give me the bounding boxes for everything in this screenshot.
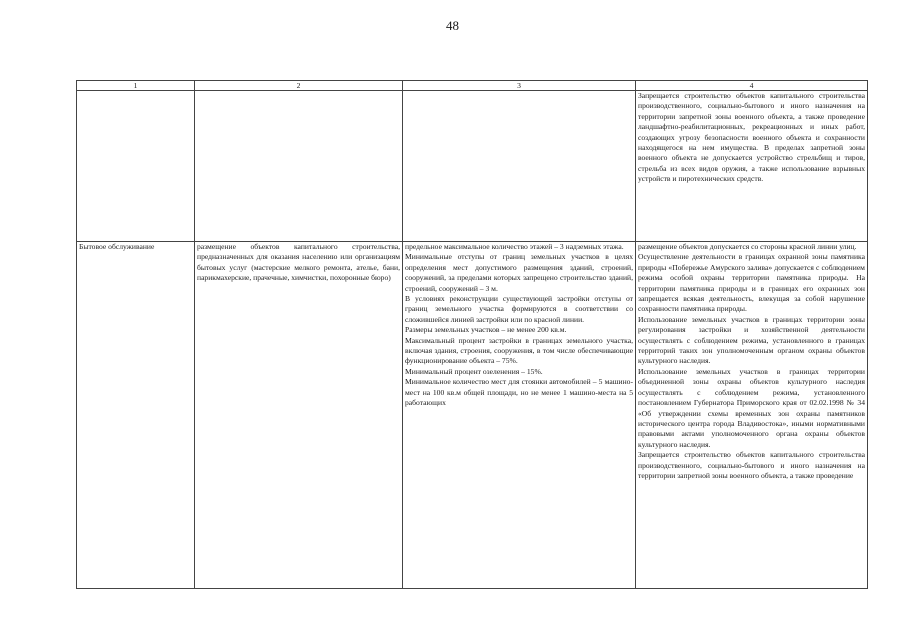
page-number: 48	[446, 18, 459, 33]
parameter-paragraph: Максимальный процент застройки в границах земельного участка, включая здания, строения, сооружения, в том числе обеспечивающие функционирование объекта – 75%.	[405, 335, 633, 366]
restriction-paragraph: Осуществление деятельности в границах охранной зоны памятника природы «Побережье Амурского залива» допускается с соблюдением режима особой охраны территории памятника природы. На территории памятника природы и в границах его охранных зон запрещается всякая деятельность, влекущая за собой нарушение сохранности памятника природы.	[638, 252, 865, 314]
cell-use-type	[77, 91, 195, 242]
parameter-paragraph: Минимальный процент озеленения – 15%.	[405, 366, 543, 376]
cell-use-type	[77, 242, 195, 589]
parameter-paragraph: Минимальное количество мест для стоянки автомобилей – 5 машино-мест на 100 кв.м общей площади, но не менее 1 машино-места на 5 работающих	[405, 377, 633, 408]
restriction-paragraph: Запрещается строительство объектов капитального строительства производственного, социально-бытового и иного назначения на территории запретной зоны военного объекта, а также проведение ландшафтно-реабилитационных, рекреационных и иных работ, создающих угрозу безопасности военного объекта и сохранности находящегося на нем имущества. В пределах запретной зоны военного объекта не допускается устройство стрельбищ и тиров, стрельба из всех видов оружия, а также использование взрывных устройств и пиротехнических средств.	[638, 91, 865, 184]
restriction-paragraph: Запрещается строительство объектов капитального строительства производственного, социально-бытового и иного назначения на территории запретной зоны военного объекта, а также проведение	[638, 450, 865, 480]
table-header-row	[77, 81, 868, 91]
regulations-table	[76, 80, 868, 589]
cell-use-description	[195, 91, 403, 242]
use-description-text: размещение объектов капитального строительства, предназначенных для оказания населению или организациям бытовых услуг (мастерские мелкого ремонта, ателье, бани, парикмахерские, прачечные, химчистки, похоронные бюро)	[197, 242, 400, 283]
column-number-2: 2	[195, 81, 403, 91]
parameter-paragraph: предельное максимальное количество этажей – 3 надземных этажа.	[405, 242, 624, 251]
cell-parameters	[403, 242, 636, 589]
use-type-label: Бытовое обслуживание	[79, 242, 155, 251]
cell-restrictions	[636, 91, 868, 242]
parameter-paragraph: Размеры земельных участков – не менее 200 кв.м.	[405, 325, 567, 335]
column-number-3: 3	[403, 81, 636, 91]
restriction-paragraph: Использование земельных участков в границах территории зоны регулирования застройки и хозяйственной деятельности осуществлять с соблюдением режима, установленного в границах территорий таких зон уполномоченным органом охраны объектов культурного наследия.	[638, 314, 865, 366]
table-row-service	[77, 242, 868, 589]
column-number-4: 4	[636, 81, 868, 91]
parameter-paragraph: В условиях реконструкции существующей застройки отступы от границ земельного участка формируются в соответствии со сложившейся линией застройки или по красной линии.	[405, 294, 633, 324]
column-number-1: 1	[77, 81, 195, 91]
cell-use-description	[195, 242, 403, 589]
cell-parameters	[403, 91, 636, 242]
restriction-paragraph: Использование земельных участков в границах территории объединенной зоны охраны объектов культурного наследия осуществлять с соблюдением режима, установленного постановлением Губернатора Приморского края от 02.02.1998 № 34 «Об утверждении схемы временных зон охраны памятников исторического центра города Владивостока», иными нормативными правовыми актами уполномоченного органа охраны объектов культурного наследия.	[638, 366, 865, 449]
restriction-paragraph: размещение объектов допускается со стороны красной линии улиц.	[638, 242, 857, 251]
cell-restrictions	[636, 242, 868, 589]
parameter-paragraph: Минимальные отступы от границ земельных участков в целях определения мест допустимого размещения зданий, строений, сооружений, за пределами которых запрещено строительство зданий, строений, сооружений – 3 м.	[405, 252, 633, 293]
table-row-continuation	[77, 91, 868, 242]
